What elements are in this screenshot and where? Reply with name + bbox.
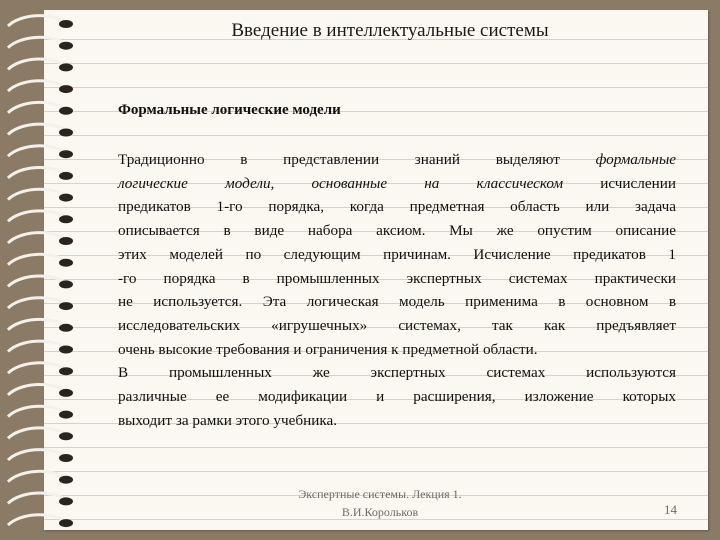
spiral-ring [8,276,66,286]
section-heading: Формальные логические модели [118,102,341,118]
spiral-hole [59,259,73,267]
spiral-hole [59,476,73,484]
spiral-ring [8,493,66,503]
spiral-ring [8,471,66,481]
text-line: описывается в виде набора аксиом. Мы же опустим описание [118,222,676,240]
spiral-ring [8,16,66,26]
spiral-hole [59,107,73,115]
spiral-ring [8,450,66,460]
spiral-ring [8,124,66,134]
spiral-ring [8,211,66,221]
text-line: Традиционно в представлении знаний выделяют формальные [118,151,676,168]
spiral-hole [59,497,73,505]
spiral-ring [8,102,66,112]
spiral-ring [8,363,66,373]
page-number: 14 [664,502,677,517]
spiral-hole [59,150,73,158]
spiral-ring [8,384,66,394]
page-title: Введение в интеллектуальные системы [231,20,549,41]
spiral-hole [59,20,73,28]
spiral-ring [8,254,66,264]
text-line: предикатов 1-го порядка, когда предметная область или задача [118,198,676,216]
footer-author: В.И.Корольков [341,505,419,519]
spiral-ring [8,428,66,438]
spiral-ring [8,37,66,47]
spiral-hole [59,280,73,288]
spiral-hole [59,172,73,180]
spiral-ring [8,341,66,351]
spiral-hole [59,519,73,527]
spiral-ring [8,167,66,177]
spiral-hole [59,411,73,419]
spiral-hole [59,42,73,50]
text-line: не используется. Эта логическая модель применима в основном в [118,293,676,311]
spiral-hole [59,63,73,71]
footer-course: Экспертные системы. Лекция 1. [298,487,462,501]
spiral-ring [8,515,66,525]
spiral-binding-icon [0,8,80,532]
body-paragraph [118,148,676,432]
spiral-ring [8,406,66,416]
text-line: В промышленных же экспертных системах используются [118,364,676,382]
spiral-hole [59,237,73,245]
text-line: -го порядка в промышленных экспертных системах практически [118,269,676,287]
spiral-ring [8,298,66,308]
text-line: исследовательских «игрушечных» системах, так как предъявляет [118,316,676,334]
text-line: различные ее модификации и расширения, изложение которых [118,388,676,406]
spiral-hole [59,432,73,440]
spiral-hole [59,346,73,354]
spiral-ring [8,59,66,69]
spiral-hole [59,324,73,332]
spiral-ring [8,189,66,199]
spiral-hole [59,454,73,462]
spiral-hole [59,389,73,397]
spiral-hole [59,194,73,202]
text-line: выходит за рамки этого учебника. [118,411,338,429]
text-line: этих моделей по следующим причинам. Исчисление предикатов 1 [118,245,676,263]
spiral-ring [8,146,66,156]
spiral-hole [59,215,73,223]
spiral-ring [8,233,66,243]
spiral-ring [8,81,66,91]
spiral-hole [59,302,73,310]
spiral-hole [59,129,73,137]
text-line: очень высокие требования и ограничения к предметной области. [118,340,538,358]
spiral-ring [8,319,66,329]
spiral-hole [59,367,73,375]
footer [250,485,510,521]
spiral-hole [59,85,73,93]
text-line: логические модели, основанные на классическом исчислении [118,174,676,192]
